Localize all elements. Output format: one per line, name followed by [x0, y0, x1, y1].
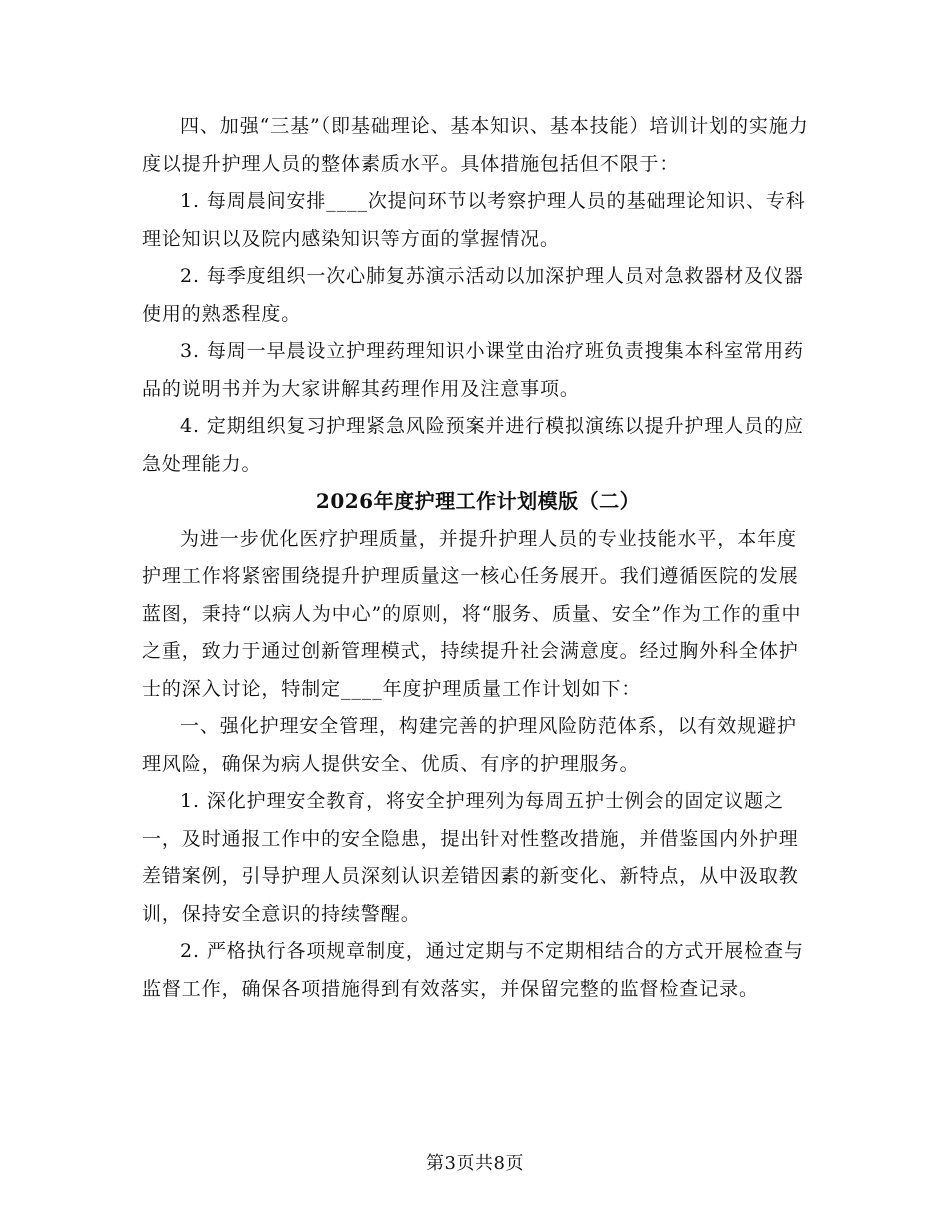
list-item: 1. 深化护理安全教育，将安全护理列为每周五护士例会的固定议题之一，及时通报工作中的安全隐患，提出针对性整改措施，并借鉴国内外护理差错案例，引导护理人员深刻认识差错因素的新变化、新特点，从中汲取教训，保持安全意识的持续警醒。: [142, 790, 799, 925]
list-item: 2. 严格执行各项规章制度，通过定期与不定期相结合的方式开展检查与监督工作，确保各项措施得到有效落实，并保留完整的监督检查记录。: [142, 940, 804, 1000]
point-heading: 一、强化护理安全管理，构建完善的护理风险防范体系，以有效规避护理风险，确保为病人提供安全、优质、有序的护理服务。: [142, 715, 797, 775]
intro-paragraph: 为进一步优化医疗护理质量，并提升护理人员的专业技能水平，本年度护理工作将紧密围绕提升护理质量这一核心任务展开。我们遵循医院的发展蓝图，秉持“以病人为中心”的原则，将“服务、质量、安全”作为工作的重中之重，致力于通过创新管理模式，持续提升社会满意度。经过胸外科全体护士的深入讨论，特制定____年度护理质量工作计划如下：: [142, 527, 802, 700]
list-item: 2. 每季度组织一次心肺复苏演示活动以加深护理人员对急救器材及仪器使用的熟悉程度。: [142, 265, 804, 325]
page-number: 第3页共8页: [426, 1153, 524, 1174]
section-intro-paragraph: 四、加强“三基”（即基础理论、基本知识、基本技能）培训计划的实施力度以提升护理人员的整体素质水平。具体措施包括但不限于：: [142, 115, 809, 175]
section-heading: 2026年度护理工作计划模版（二）: [315, 489, 641, 513]
list-item: 1. 每周晨间安排____次提问环节以考察护理人员的基础理论知识、专科理论知识以及院内感染知识等方面的掌握情况。: [142, 190, 806, 250]
list-item: 4. 定期组织复习护理紧急风险预案并进行模拟演练以提升护理人员的应急处理能力。: [142, 415, 804, 475]
list-item: 3. 每周一早晨设立护理药理知识小课堂由治疗班负责搜集本科室常用药品的说明书并为大家讲解其药理作用及注意事项。: [142, 340, 804, 400]
document-body: [142, 108, 814, 1008]
